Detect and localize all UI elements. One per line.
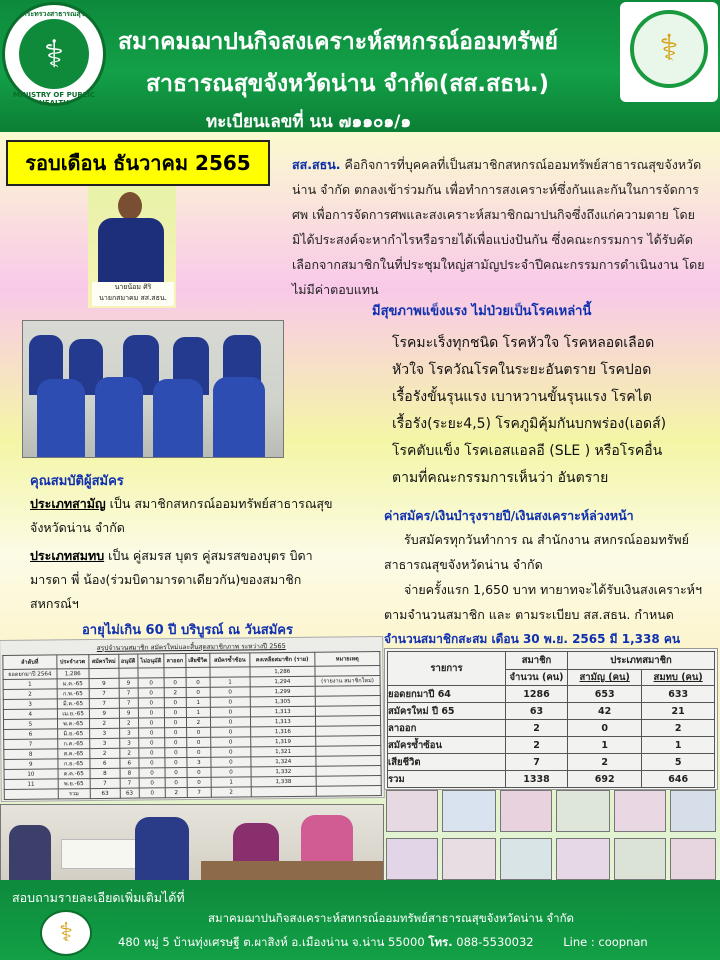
members-table-row (388, 771, 715, 788)
summary-table-cell: 0 (164, 678, 185, 688)
summary-table-cell: 6 (90, 758, 120, 768)
members-table-cell: 7 (506, 754, 568, 771)
summary-table-cell: (รายงาน สมาชิกใหม่) (315, 676, 380, 687)
summary-table-cell: 11 (4, 779, 58, 790)
summary-table-cell: เม.ย.-65 (57, 709, 89, 719)
summary-table-cell: 0 (139, 768, 166, 778)
summary-table-cell: 3 (187, 757, 212, 767)
summary-table-header: อนุมัติ (119, 654, 138, 668)
summary-table (2, 651, 381, 800)
summary-table-cell: 7 (4, 739, 58, 750)
summary-table-cell (251, 786, 316, 797)
members-table-cell: 1 (642, 737, 715, 754)
summary-table-cell: 3 (3, 699, 57, 710)
members-table (387, 651, 715, 788)
summary-table-cell: 7 (120, 778, 139, 788)
handover-photo (670, 838, 716, 880)
summary-table-cell: 0 (187, 777, 212, 787)
summary-table-cell: 5 (3, 719, 57, 730)
ministry-logo-thai: กระทรวงสาธารณสุข (22, 10, 86, 18)
summary-table-cell (316, 766, 381, 777)
summary-table-cell: 7 (119, 688, 138, 698)
members-heading: จำนวนสมาชิกสะสม เดือน 30 พ.ย. 2565 มี 1,338 คน (384, 632, 681, 646)
summary-table-header: สมัครซ้ำซ้อน (210, 653, 250, 667)
summary-table-cell: 1 (3, 679, 57, 690)
summary-table-cell: 2 (120, 748, 139, 758)
summary-table-header: หมายเหตุ (315, 652, 380, 667)
members-table-cell: สมัครใหม่ ปี 65 (388, 703, 506, 720)
members-table-row (388, 737, 715, 754)
summary-table-header: ลำดับที่ (3, 655, 57, 670)
caduceus-icon: ⚕ (19, 19, 89, 89)
fees-line: รับสมัครทุกวันทำการ ณ สำนักงาน สหกรณ์ออมทรัพย์ (404, 532, 689, 547)
summary-table-cell: 0 (138, 728, 165, 738)
summary-table-cell: 7 (90, 778, 120, 788)
summary-table-cell: 10 (4, 769, 58, 780)
members-col-type: ประเภทสมาชิก (568, 652, 715, 670)
summary-table-cell: 3 (89, 738, 119, 748)
summary-table-cell: 6 (120, 758, 139, 768)
summary-table-cell: ม.ค.-65 (57, 679, 89, 689)
members-table-cell: 633 (642, 686, 715, 703)
qualify-assoc-text-3: สหกรณ์ฯ (30, 596, 79, 611)
summary-table-cell: 2 (211, 787, 251, 797)
summary-table-header: ลาออก (164, 654, 186, 668)
summary-table-cell: 0 (211, 747, 251, 757)
footer-line-id: Line : coopnan (563, 935, 648, 949)
footer-org: สมาคมฌาปนกิจสงเคราะห์สหกรณ์ออมทรัพย์สาธารณสุขจังหวัดน่าน จำกัด (208, 911, 575, 925)
summary-table-cell: 0 (138, 748, 165, 758)
qualify-assoc-text: เป็น คู่สมรส บุตร คู่สมรสของบุตร บิดา (104, 548, 313, 563)
summary-table-cell (315, 706, 380, 717)
footer (0, 880, 720, 960)
summary-table-cell: พ.ย.-65 (58, 779, 90, 789)
summary-table-cell: 1,332 (251, 766, 316, 777)
qualify-regular-text-2: จังหวัดน่าน จำกัด (30, 520, 125, 535)
members-table-cell: ยอดยกมาปี 64 (388, 686, 506, 703)
summary-table-cell: 1,294 (250, 676, 315, 687)
summary-table-cell: 2 (166, 788, 187, 798)
summary-table-cell: พ.ค.-65 (57, 719, 89, 729)
summary-table-cell: ก.พ.-65 (57, 689, 89, 699)
summary-table-cell (315, 726, 380, 737)
summary-table-cell: 7 (89, 688, 119, 698)
qualify-assoc-text-2: มารดา พี่ น้อง(ร่วมบิดามารดาเดียวกัน)ของสมาชิก (30, 572, 302, 587)
members-table-cell: 1338 (506, 771, 568, 788)
summary-table-header: เสียชีวิต (186, 653, 211, 667)
summary-table-photo (0, 636, 385, 802)
summary-table-cell: 6 (4, 729, 58, 740)
members-col-regular: สามัญ (คน) (568, 670, 642, 686)
summary-table-cell: 1,286 (57, 669, 89, 679)
summary-table-cell: 7 (89, 698, 119, 708)
summary-table-cell: 1,319 (250, 736, 315, 747)
qualify-assoc (30, 546, 313, 566)
summary-table-cell: 0 (165, 738, 186, 748)
summary-table-cell: 2 (89, 718, 119, 728)
org-title-line2: สาธารณสุขจังหวัดน่าน จำกัด(สส.สธน.) (146, 71, 550, 97)
summary-table-cell: 0 (138, 738, 165, 748)
summary-table-cell: 0 (210, 707, 250, 717)
health-line: โรคมะเร็งทุกชนิด โรคหัวใจ โรคหลอดเลือด (392, 335, 655, 351)
summary-table-cell: 1,338 (251, 776, 316, 787)
handover-photo (386, 838, 438, 880)
summary-table-cell (316, 786, 381, 797)
summary-table-cell: 0 (210, 697, 250, 707)
summary-table-cell: 2 (186, 717, 211, 727)
summary-table-cell (315, 686, 380, 697)
members-table-cell: 1 (568, 737, 642, 754)
president-name: นายน้อม ศิริ (114, 283, 152, 291)
summary-table-cell (316, 756, 381, 767)
summary-table-cell: 0 (186, 747, 211, 757)
summary-table-cell: 0 (186, 727, 211, 737)
members-table-cell: 2 (568, 754, 642, 771)
summary-table-cell: 0 (138, 678, 165, 688)
footer-address: 480 หมู่ 5 บ้านทุ่งเศรษฐี ต.ผาสิงห์ อ.เมืองน่าน จ.น่าน 55000 (118, 935, 425, 949)
summary-table-cell: 1,316 (250, 726, 315, 737)
summary-table-cell: 0 (211, 767, 251, 777)
members-table-cell: 21 (642, 703, 715, 720)
members-table-row (388, 703, 715, 720)
registration-desk-photo (0, 804, 384, 882)
summary-table-cell (164, 668, 185, 678)
summary-table-cell: 0 (210, 687, 250, 697)
handover-photo (614, 838, 666, 880)
members-table-cell: 2 (642, 720, 715, 737)
summary-table-cell: 0 (138, 708, 165, 718)
summary-table-cell: 1,313 (250, 706, 315, 717)
summary-table-cell: 63 (120, 788, 139, 798)
summary-table-cell (315, 666, 380, 677)
summary-table-header: ไม่อนุมัติ (137, 654, 164, 668)
members-table-row (388, 754, 715, 771)
fees-line: สาธารณสุขจังหวัดน่าน จำกัด (384, 557, 543, 572)
handover-photo (614, 790, 666, 832)
summary-table-cell: 0 (165, 728, 186, 738)
summary-table-cell: 1,324 (251, 756, 316, 767)
members-table-cell: 5 (642, 754, 715, 771)
summary-table-cell: 0 (139, 778, 166, 788)
handover-photo (442, 790, 496, 832)
intro-paragraph (292, 152, 714, 302)
summary-table-cell: ก.ค.-65 (57, 739, 89, 749)
qualify-regular-text: เป็น สมาชิกสหกรณ์ออมทรัพย์สาธารณสุข (105, 496, 333, 511)
members-table-cell: สมัครซ้ำซ้อน (388, 737, 506, 754)
summary-table-cell: 0 (186, 737, 211, 747)
summary-table-cell: ต.ค.-65 (58, 769, 90, 779)
summary-table-cell (89, 668, 119, 678)
summary-table-cell: ส.ค.-65 (57, 749, 89, 759)
health-heading: มีสุขภาพแข็งแรง ไม่ป่วยเป็นโรคเหล่านี้ (372, 304, 592, 319)
handover-photo (556, 838, 610, 880)
summary-table-cell (186, 667, 211, 677)
summary-table-cell (316, 746, 381, 757)
summary-table-cell: 3 (119, 728, 138, 738)
summary-table-cell: 0 (138, 698, 165, 708)
org-title-line1: สมาคมฌาปนกิจสงเคราะห์สหกรณ์ออมทรัพย์ (118, 29, 559, 55)
registration-number: ทะเบียนเลขที่ นน ๗๑๑๐๑/๑ (206, 112, 412, 132)
ministry-logo-text: MINISTRY OF PUBLIC HEALTH (13, 91, 95, 107)
header-banner (0, 0, 720, 132)
qualify-regular (30, 494, 333, 514)
summary-table-cell: 7 (119, 698, 138, 708)
health-line: เรื้อรัง(ระยะ4,5) โรคภูมิคุ้มกันบกพร่อง(เอดส์) (392, 416, 667, 432)
summary-table-cell (4, 789, 58, 800)
summary-table-cell: 8 (4, 749, 58, 760)
summary-table-cell: มี.ค.-65 (57, 699, 89, 709)
summary-table-cell (316, 776, 381, 787)
summary-table-cell: 0 (186, 687, 211, 697)
summary-table-cell: 1,313 (250, 716, 315, 727)
handover-photo (500, 838, 552, 880)
qualify-regular-label: ประเภทสามัญ (30, 496, 106, 511)
summary-table-cell: 9 (4, 759, 58, 770)
summary-table-cell: 4 (3, 709, 57, 720)
ministry-logo (2, 2, 106, 106)
members-table-cell: 1286 (506, 686, 568, 703)
health-line: หัวใจ โรควัณโรคในระยะอันตราย โรคปอด (392, 362, 652, 378)
fees-line: ตามจำนวนสมาชิก และ ตามระเบียบ สส.สธน. กำหนด (384, 607, 674, 622)
members-table-cell: เสียชีวิต (388, 754, 506, 771)
footer-tel: 088-5530032 (456, 935, 534, 949)
summary-table-cell: 0 (138, 718, 165, 728)
members-col-member-sub: จำนวน (คน) (506, 670, 568, 686)
summary-table-cell: 1 (186, 707, 211, 717)
summary-table-cell: 9 (119, 708, 138, 718)
summary-table-cell: 0 (165, 708, 186, 718)
summary-table-cell: 1,305 (250, 696, 315, 707)
members-table-cell: 692 (568, 771, 642, 788)
president-photo (88, 186, 176, 308)
committee-group-photo (22, 320, 284, 458)
summary-table-cell: 9 (119, 678, 138, 688)
summary-table-cell: 63 (90, 788, 120, 798)
summary-table-cell: 0 (211, 717, 251, 727)
summary-table-cell (315, 696, 380, 707)
members-table-cell: 42 (568, 703, 642, 720)
members-table-cell: ลาออก (388, 720, 506, 737)
summary-table-cell: รวม (58, 789, 90, 799)
summary-table-header: สมัครใหม่ (89, 654, 119, 668)
summary-table-cell: 2 (89, 748, 119, 758)
summary-table-cell: 2 (3, 689, 57, 700)
members-table-cell: 63 (506, 703, 568, 720)
summary-table-cell: 3 (120, 738, 139, 748)
handover-photo (386, 790, 438, 832)
handover-photo (500, 790, 552, 832)
summary-table-cell: 8 (120, 768, 139, 778)
summary-table-cell: 1,299 (250, 686, 315, 697)
members-table-cell: รวม (388, 771, 506, 788)
health-line: ตามที่คณะกรรมการเห็นว่า อันตราย (392, 470, 609, 486)
summary-table-cell: 0 (165, 768, 186, 778)
summary-table-cell: 0 (139, 788, 166, 798)
summary-table-cell: 1 (186, 697, 211, 707)
summary-table-header: คงเหลือสมาชิก (ราย) (250, 652, 315, 667)
benefit-handover-photos (386, 790, 718, 882)
members-table-photo (384, 648, 718, 790)
summary-table-cell (119, 668, 138, 678)
summary-table-cell (138, 668, 165, 678)
footer-tel-label: โทร. (428, 935, 453, 949)
summary-table-cell: 0 (165, 698, 186, 708)
summary-table-cell: 0 (165, 758, 186, 768)
handover-photo (670, 790, 716, 832)
association-logo (620, 2, 718, 102)
footer-logo-icon: ⚕ (40, 910, 92, 956)
summary-table-cell (210, 667, 250, 677)
summary-table-cell: 1,321 (251, 746, 316, 757)
members-table-cell: 646 (642, 771, 715, 788)
summary-table-header: ประจำงวด (56, 655, 88, 669)
qualify-heading: คุณสมบัติผู้สมัคร (30, 474, 124, 489)
handover-photo (442, 838, 496, 880)
health-line: เรื้อรังขั้นรุนแรง เบาหวานขั้นรุนแรง โรคไต (392, 389, 652, 405)
summary-table-cell: 1 (211, 777, 251, 787)
summary-table-cell (315, 716, 380, 727)
fees-line: จ่ายครั้งแรก 1,650 บาท ทายาทจะได้รับเงินสงเคราะห์ฯ (404, 582, 703, 597)
summary-table-cell: 0 (211, 737, 251, 747)
summary-table-cell: 0 (187, 767, 212, 777)
footer-address-line (118, 934, 648, 952)
members-col-item: รายการ (388, 652, 506, 686)
summary-table-title: สรุปจำนวนสมาชิก สมัครใหม่และสิ้นสุดสมาชิกภาพ ระหว่างปี 2565 (96, 642, 286, 652)
summary-table-cell (316, 736, 381, 747)
members-table-row (388, 686, 715, 703)
health-line: โรคตับแข็ง โรคเอสแอลอี (SLE ) หรือโรคอื่น (392, 443, 663, 459)
qualify-assoc-label: ประเภทสมทบ (30, 548, 105, 563)
summary-table-cell: ก.ย.-65 (58, 759, 90, 769)
intro-text: คือกิจการที่บุคคลที่เป็นสมาชิกสหกรณ์ออมทรัพย์สาธารณสุขจังหวัดน่าน จำกัด ตกลงเข้าร่วมกัน เพื่อทำการสงเคราะห์ซึ่งกันและกันในการจัดการศพ เพื่อการจัดการศพและสงเคราะห์สมาชิกฌาปนกิจซึ่งถึงแก่ความตาย โดยมิได้ประสงค์จะหากำไรหรือรายได้เพื่อแบ่งปันกัน ซึ่งคณะกรรมการ ได้รับคัดเลือกจากสมาชิกในที่ประชุมใหญ่สามัญประจำปีคณะกรรมการดำเนินงาน โดยไม่มีค่าตอบแทน (292, 157, 705, 297)
summary-table-cell: มิ.ย.-65 (57, 729, 89, 739)
summary-table-cell: 1 (210, 677, 250, 687)
members-table-cell: 653 (568, 686, 642, 703)
summary-table-cell: 1,286 (250, 666, 315, 677)
summary-table-cell: 0 (139, 758, 166, 768)
members-table-cell: 2 (506, 737, 568, 754)
summary-table-cell: 3 (89, 728, 119, 738)
summary-table-cell: 9 (89, 678, 119, 688)
members-table-cell: 2 (506, 720, 568, 737)
president-role: นายกสมาคม สส.สธน. (99, 294, 167, 302)
intro-lead: สส.สธน. (292, 157, 341, 172)
summary-table-cell: 0 (211, 757, 251, 767)
summary-table-cell: 0 (165, 778, 186, 788)
summary-table-cell: 8 (90, 768, 120, 778)
fees-heading: ค่าสมัคร/เงินบำรุงรายปี/เงินสงเคราะห์ล่วงหน้า (384, 508, 634, 523)
summary-table-cell: 0 (138, 688, 165, 698)
members-col-assoc: สมทบ (คน) (642, 670, 715, 686)
caduceus-emblem-icon: ⚕ (630, 10, 708, 88)
summary-table-cell: 0 (165, 718, 186, 728)
summary-table-cell: 9 (89, 708, 119, 718)
summary-table-cell: 0 (211, 727, 251, 737)
age-condition: อายุไม่เกิน 60 ปี บริบูรณ์ ณ วันสมัคร (82, 623, 293, 638)
summary-table-cell: ยอดยกมาปี 2564 (3, 669, 57, 680)
summary-table-cell: 7 (187, 787, 212, 797)
summary-table-cell: 0 (186, 677, 211, 687)
summary-table-cell: 2 (119, 718, 138, 728)
members-table-cell: 0 (568, 720, 642, 737)
members-col-member: สมาชิก (506, 652, 568, 670)
summary-table-cell: 2 (164, 688, 185, 698)
members-table-row (388, 720, 715, 737)
round-month-label: รอบเดือน ธันวาคม 2565 (6, 140, 270, 186)
handover-photo (556, 790, 610, 832)
footer-contact: สอบถามรายละเอียดเพิ่มเติมได้ที่ (12, 890, 185, 905)
summary-table-cell: 0 (165, 748, 186, 758)
